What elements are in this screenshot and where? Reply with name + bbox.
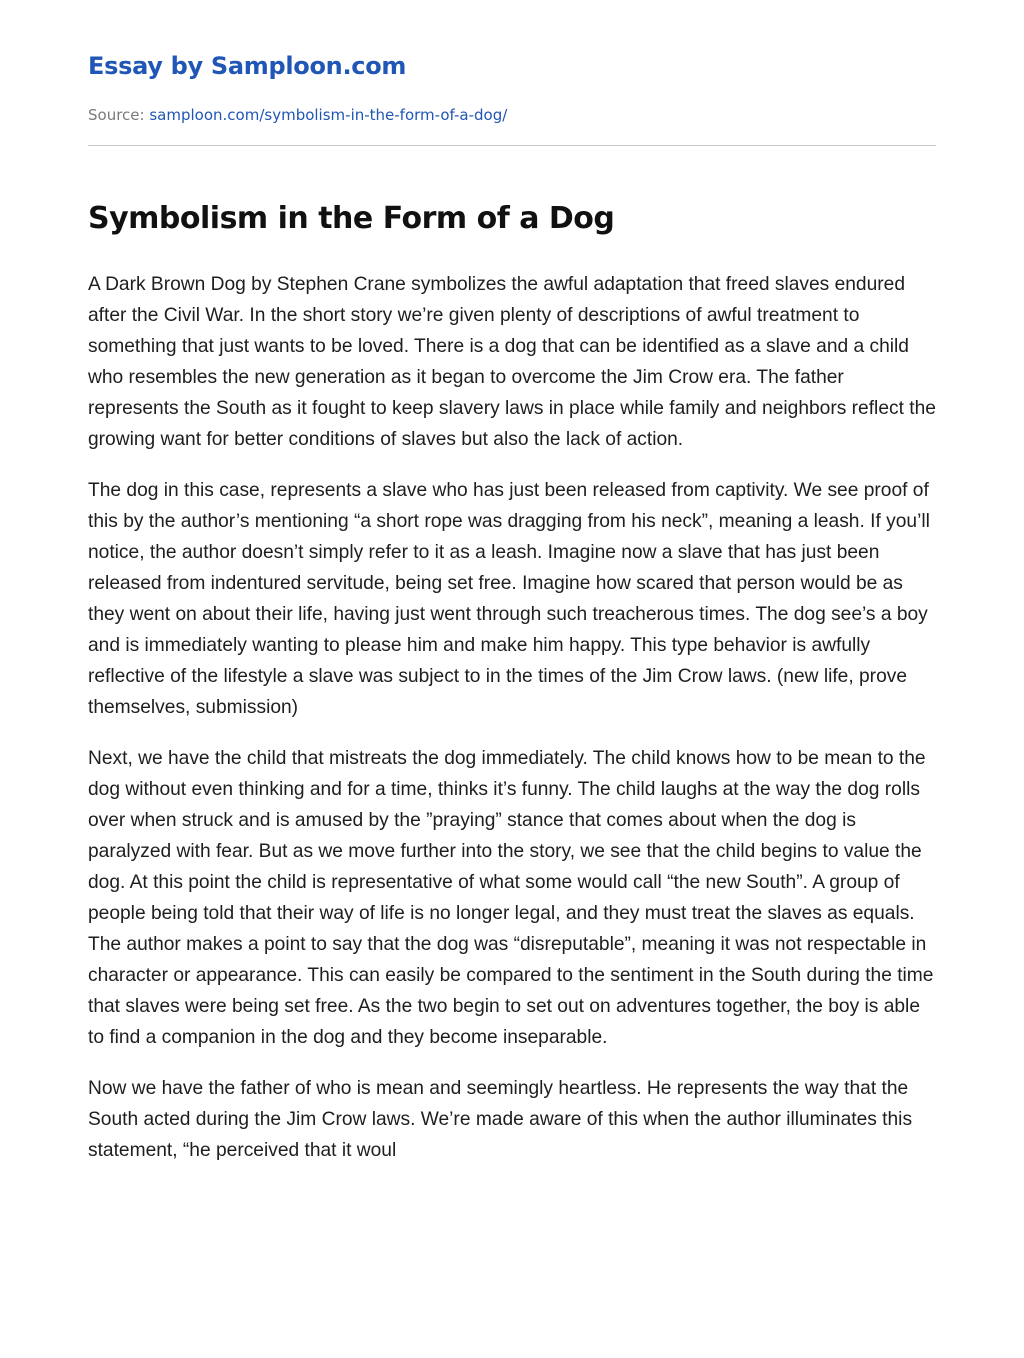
paragraph-2: The dog in this case, represents a slave who has just been released from captivity. We see proof of this by the author’s mentioning “a short rope was dragging from his neck”, meaning a leash. If you’ll notice, the author doesn’t simply refer to it as a leash. Imagine now a slave that has just been released from indentured servitude, being set free. Imagine how scared that person would be as they went on about their life, having just went through such treacherous times. The dog see’s a boy and is immediately wanting to please him and make him happy. This type behavior is awfully reflective of the lifestyle a slave was subject to in the times of the Jim Crow laws. (new life, prove themselves, submission) xyxy=(88,480,930,718)
source-label: Source: xyxy=(88,106,145,124)
essay-body xyxy=(88,269,936,1186)
source-line xyxy=(88,106,507,124)
brand-title[interactable]: Essay by Samploon.com xyxy=(88,52,407,80)
paragraph-4: Now we have the father of who is mean and seemingly heartless. He represents the way that the South acted during the Jim Crow laws. We’re made aware of this when the author illuminates this statement, “he perceived that it woul xyxy=(88,1078,913,1161)
paragraph-1: A Dark Brown Dog by Stephen Crane symbolizes the awful adaptation that freed slaves endured after the Civil War. In the short story we’re given plenty of descriptions of awful treatment to something that just wants to be loved. There is a dog that can be identified as a slave and a child who resembles the new generation as it began to overcome the Jim Crow era. The father represents the South as it fought to keep slavery laws in place while family and neighbors reflect the growing want for better conditions of slaves but also the lack of action. xyxy=(88,274,936,450)
essay-title: Symbolism in the Form of a Dog xyxy=(88,201,615,236)
header-divider xyxy=(88,145,936,146)
paragraph-3: Next, we have the child that mistreats the dog immediately. The child knows how to be mean to the dog without even thinking and for a time, thinks it’s funny. The child laughs at the way the dog rolls over when struck and is amused by the ”praying” stance that comes about when the dog is paralyzed with fear. But as we move further into the story, we see that the child begins to value the dog. At this point the child is representative of what some would call “the new South”. A group of people being told that their way of life is no longer legal, and they must treat the slaves as equals. The author makes a point to say that the dog was “disreputable”, meaning it was not respectable in character or appearance. This can easily be compared to the sentiment in the South during the time that slaves were being set free. As the two begin to set out on adventures together, the boy is able to find a companion in the dog and they become inseparable. xyxy=(88,748,934,1048)
source-link[interactable]: samploon.com/symbolism-in-the-form-of-a-dog/ xyxy=(149,106,508,124)
